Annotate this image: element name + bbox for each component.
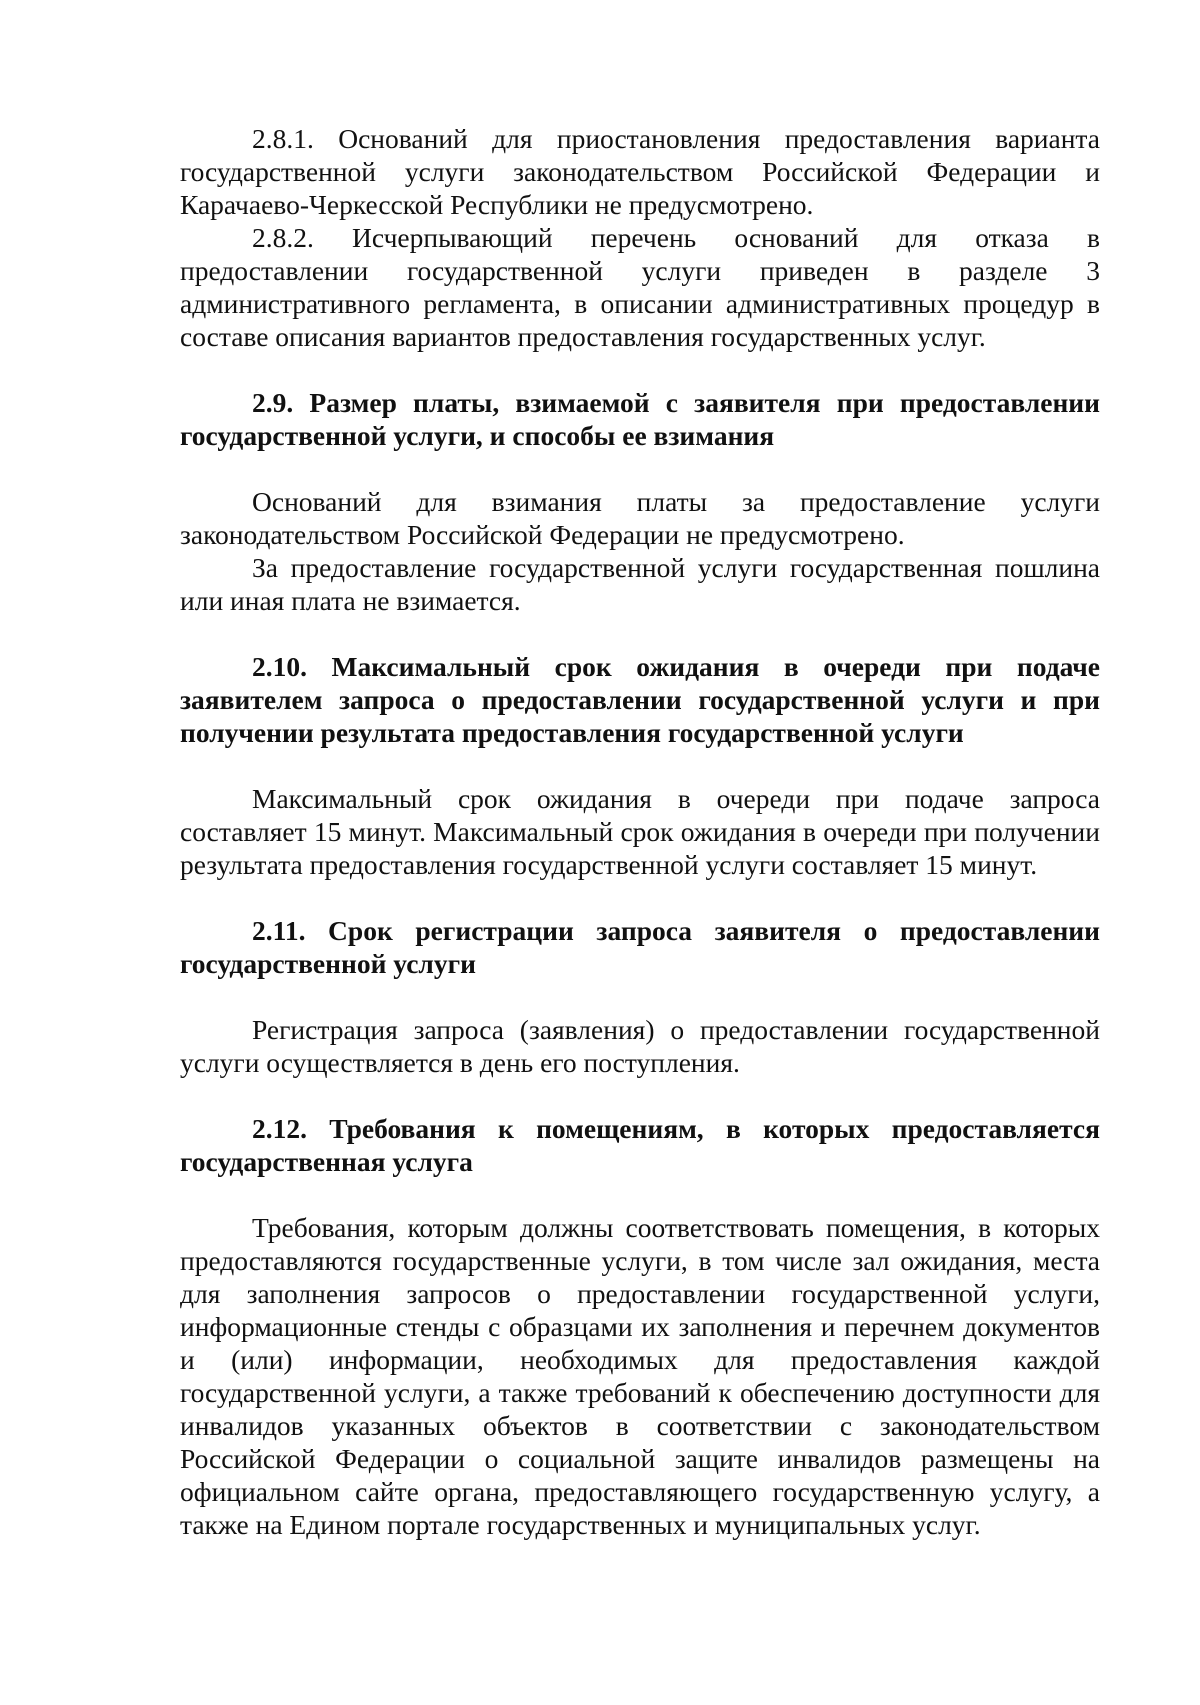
paragraph-2-11-registration: Регистрация запроса (заявления) о предоставлении государственной услуги осуществляется в день его поступления. — [180, 1014, 1100, 1078]
heading-2-10: 2.10. Максимальный срок ожидания в очереди при подаче заявителем запроса о предоставлении государственной услуги и при получении результата предоставления государственной услуги — [180, 651, 1100, 748]
paragraph-2-10-waiting-time: Максимальный срок ожидания в очереди при подаче запроса составляет 15 минут. Максимальный срок ожидания в очереди при получении результата предоставления государственной услуги составляет 15 минут. — [180, 783, 1100, 880]
document-body — [180, 122, 1100, 1541]
heading-2-12: 2.12. Требования к помещениям, в которых предоставляется государственная услуга — [180, 1113, 1100, 1177]
paragraph-2-9-fee-basis: Оснований для взимания платы за предоставление услуги законодательством Российской Федерации не предусмотрено. — [180, 486, 1100, 550]
paragraph-2-12-premises: Требования, которым должны соответствовать помещения, в которых предоставляются государственные услуги, в том числе зал ожидания, места для заполнения запросов о предоставлении государственной услуги, информационные стенды с образцами их заполнения и перечнем документов и (или) информации, необходимых для предоставления каждой государственной услуги, а также требований к обеспечению доступности для инвалидов указанных объектов в соответствии с законодательством Российской Федерации о социальной защите инвалидов размещены на официальном сайте органа, предоставляющего государственную услугу, а также на Едином портале государственных и муниципальных услуг. — [180, 1212, 1100, 1540]
heading-2-11: 2.11. Срок регистрации запроса заявителя о предоставлении государственной услуги — [180, 915, 1100, 979]
paragraph-2-8-1: 2.8.1. Оснований для приостановления предоставления варианта государственной услуги законодательством Российской Федерации и Карачаево-Черкесской Республики не предусмотрено. — [180, 123, 1100, 220]
paragraph-2-8-2: 2.8.2. Исчерпывающий перечень оснований для отказа в предоставлении государственной услуги приведен в разделе 3 административного регламента, в описании административных процедур в составе описания вариантов предоставления государственных услуг. — [180, 222, 1100, 352]
heading-2-9: 2.9. Размер платы, взимаемой с заявителя при предоставлении государственной услуги, и способы ее взимания — [180, 387, 1100, 451]
paragraph-2-9-duty: За предоставление государственной услуги государственная пошлина или иная плата не взимается. — [180, 552, 1100, 616]
